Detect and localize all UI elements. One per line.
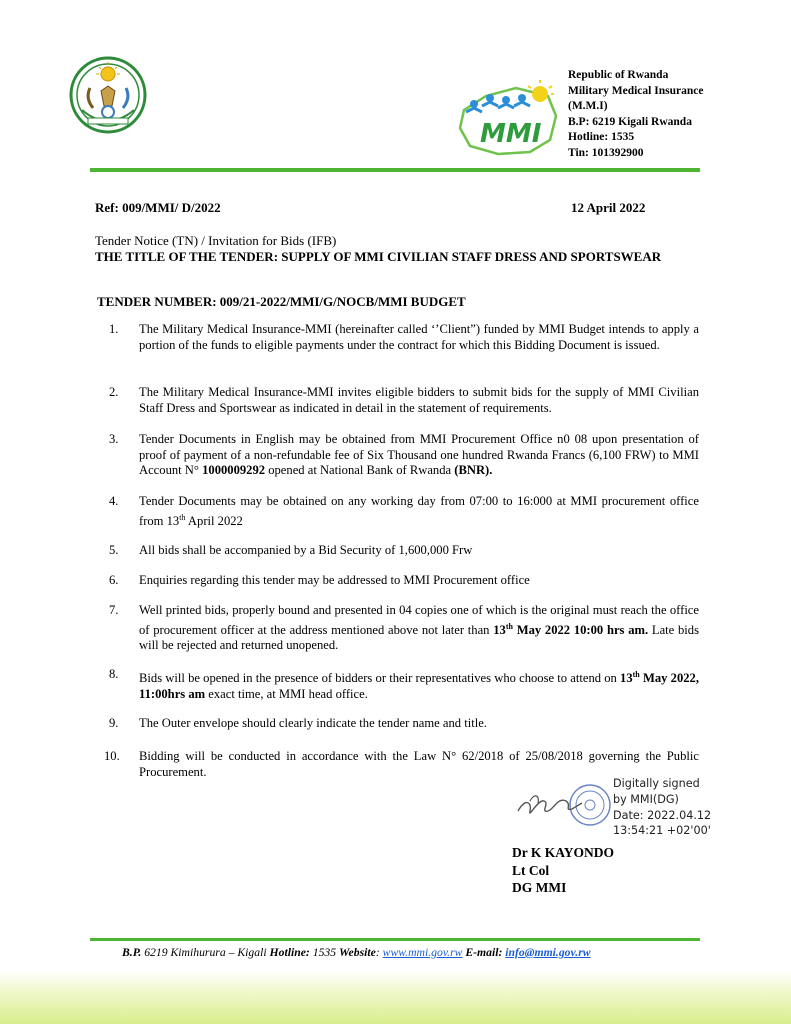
item-text: All bids shall be accompanied by a Bid Security of 1,600,000 Frw [139, 543, 473, 557]
item-text-part: exact time, at MMI head office. [205, 686, 368, 701]
footer-email-label: E-mail: [462, 946, 506, 959]
item-text: Bidding will be conducted in accordance with the Law N° 62/2018 of 25/08/2018 governing the Public Procurement. [139, 749, 699, 779]
footer [122, 946, 591, 959]
item-text-part: April 2022 [185, 513, 243, 528]
opening-day: 13 [620, 671, 633, 686]
item-number: 10. [104, 749, 120, 763]
item-text [139, 667, 699, 702]
ordinal-suffix: th [505, 621, 513, 631]
signer-block [512, 844, 614, 897]
digital-signature-line: Date: 2022.04.12 [613, 808, 712, 822]
svg-text:MMI: MMI [480, 119, 542, 149]
mmi-logo [452, 76, 564, 156]
item-text-part: Well printed bids, properly bound and presented in 04 copies one of which is the original must reach the office of procurement officer at the address mentioned above not later than [139, 603, 699, 637]
item-number: 6. [109, 573, 119, 587]
footer-green-band [0, 970, 791, 1024]
footer-divider [90, 938, 700, 941]
reference-number: Ref: 009/MMI/ D/2022 [95, 200, 221, 215]
address-line: (M.M.I) [568, 100, 608, 113]
signer-rank: Lt Col [512, 862, 550, 878]
item-text: The Military Medical Insurance-MMI (hereinafter called ‘’Client”) funded by MMI Budget intends to apply a portion of the funds to eligible payments under the contract for which this Bidding Document is issued. [139, 322, 699, 352]
signer-title: DG MMI [512, 880, 567, 895]
item-text-part: Bids will be opened in the presence of bidders or their representatives who choose to attend on [139, 671, 621, 686]
footer-website-colon: : [375, 946, 383, 959]
tender-title: THE TITLE OF THE TENDER: SUPPLY OF MMI CIVILIAN STAFF DRESS AND SPORTSWEAR [95, 249, 662, 264]
footer-bp-text: 6219 Kimihurura – Kigali [141, 946, 270, 959]
footer-hotline-value: 1535 [309, 946, 340, 959]
opening-time: May 2022, 11:00hrs am [139, 671, 699, 701]
ordinal-suffix: th [632, 670, 640, 679]
item-number: 3. [109, 432, 119, 446]
address-line: Military Medical Insurance [568, 84, 704, 97]
item-text-part: opened at National Bank of Rwanda [265, 463, 455, 477]
footer-hotline-label: Hotline: [269, 946, 310, 959]
email-link[interactable]: info@mmi.gov.rw [505, 946, 591, 959]
address-line: Republic of Rwanda [568, 69, 669, 81]
website-link[interactable]: www.mmi.gov.rw [382, 946, 463, 959]
document-date: 12 April 2022 [571, 200, 646, 215]
account-number: 1000009292 [202, 463, 266, 477]
digital-signature-line: Digitally signed [613, 777, 700, 790]
item-text: Enquiries regarding this tender may be addressed to MMI Procurement office [139, 573, 530, 587]
item-number: 4. [109, 494, 119, 508]
item-text-part: Late bids will be rejected and returned unopened. [139, 622, 699, 653]
ordinal-suffix: th [179, 512, 186, 522]
tender-notice-label: Tender Notice (TN) / Invitation for Bids (IFB) [95, 233, 337, 248]
digital-signature-line: by MMI(DG) [613, 792, 679, 806]
item-number: 7. [109, 603, 119, 617]
item-number: 8. [109, 667, 119, 681]
rwanda-seal-logo [68, 50, 148, 165]
digital-signature-line: 13:54:21 +02'00' [613, 824, 711, 838]
address-line: Tin: 101392900 [568, 146, 644, 159]
item-text [139, 494, 699, 529]
bank-abbreviation: (BNR). [454, 463, 493, 477]
item-text-part: Tender Documents may be obtained on any working day from 07:00 to 16:000 at MMI procurement office from 13 [139, 494, 699, 528]
digital-signature-info [613, 776, 711, 839]
item-number: 9. [109, 716, 119, 730]
address-line: B.P: 6219 Kigali Rwanda [568, 115, 692, 128]
item-text: The Military Medical Insurance-MMI invites eligible bidders to submit bids for the supply of MMI Civilian Staff Dress and Sportswear as indicated in detail in the statement of requirements. [139, 385, 699, 415]
item-number: 1. [109, 322, 119, 336]
deadline-day: 13 [493, 622, 506, 637]
item-text-part: Tender Documents in English may be obtained from MMI Procurement Office n0 08 upon presentation of proof of payment of a non-refundable fee of Six Thousand one hundred Rwanda Francs (6,100 FRW) to MMI Account N° [139, 432, 699, 477]
tender-number: TENDER NUMBER: 009/21-2022/MMI/G/NOCB/MMI BUDGET [97, 294, 466, 309]
item-number: 2. [109, 385, 119, 399]
signature-graphic [512, 775, 612, 837]
item-text: The Outer envelope should clearly indicate the tender name and title. [139, 716, 487, 730]
deadline-text: May 2022 10:00 hrs am. [512, 622, 649, 637]
footer-website-label: Website [339, 946, 376, 959]
item-text [139, 432, 699, 479]
item-number: 5. [109, 543, 119, 557]
footer-bp-label: B.P. [122, 946, 142, 959]
header-address [568, 68, 703, 162]
item-text [139, 603, 699, 654]
address-line: Hotline: 1535 [568, 131, 635, 144]
signer-name: Dr K KAYONDO [512, 845, 615, 860]
header-divider [90, 168, 700, 172]
